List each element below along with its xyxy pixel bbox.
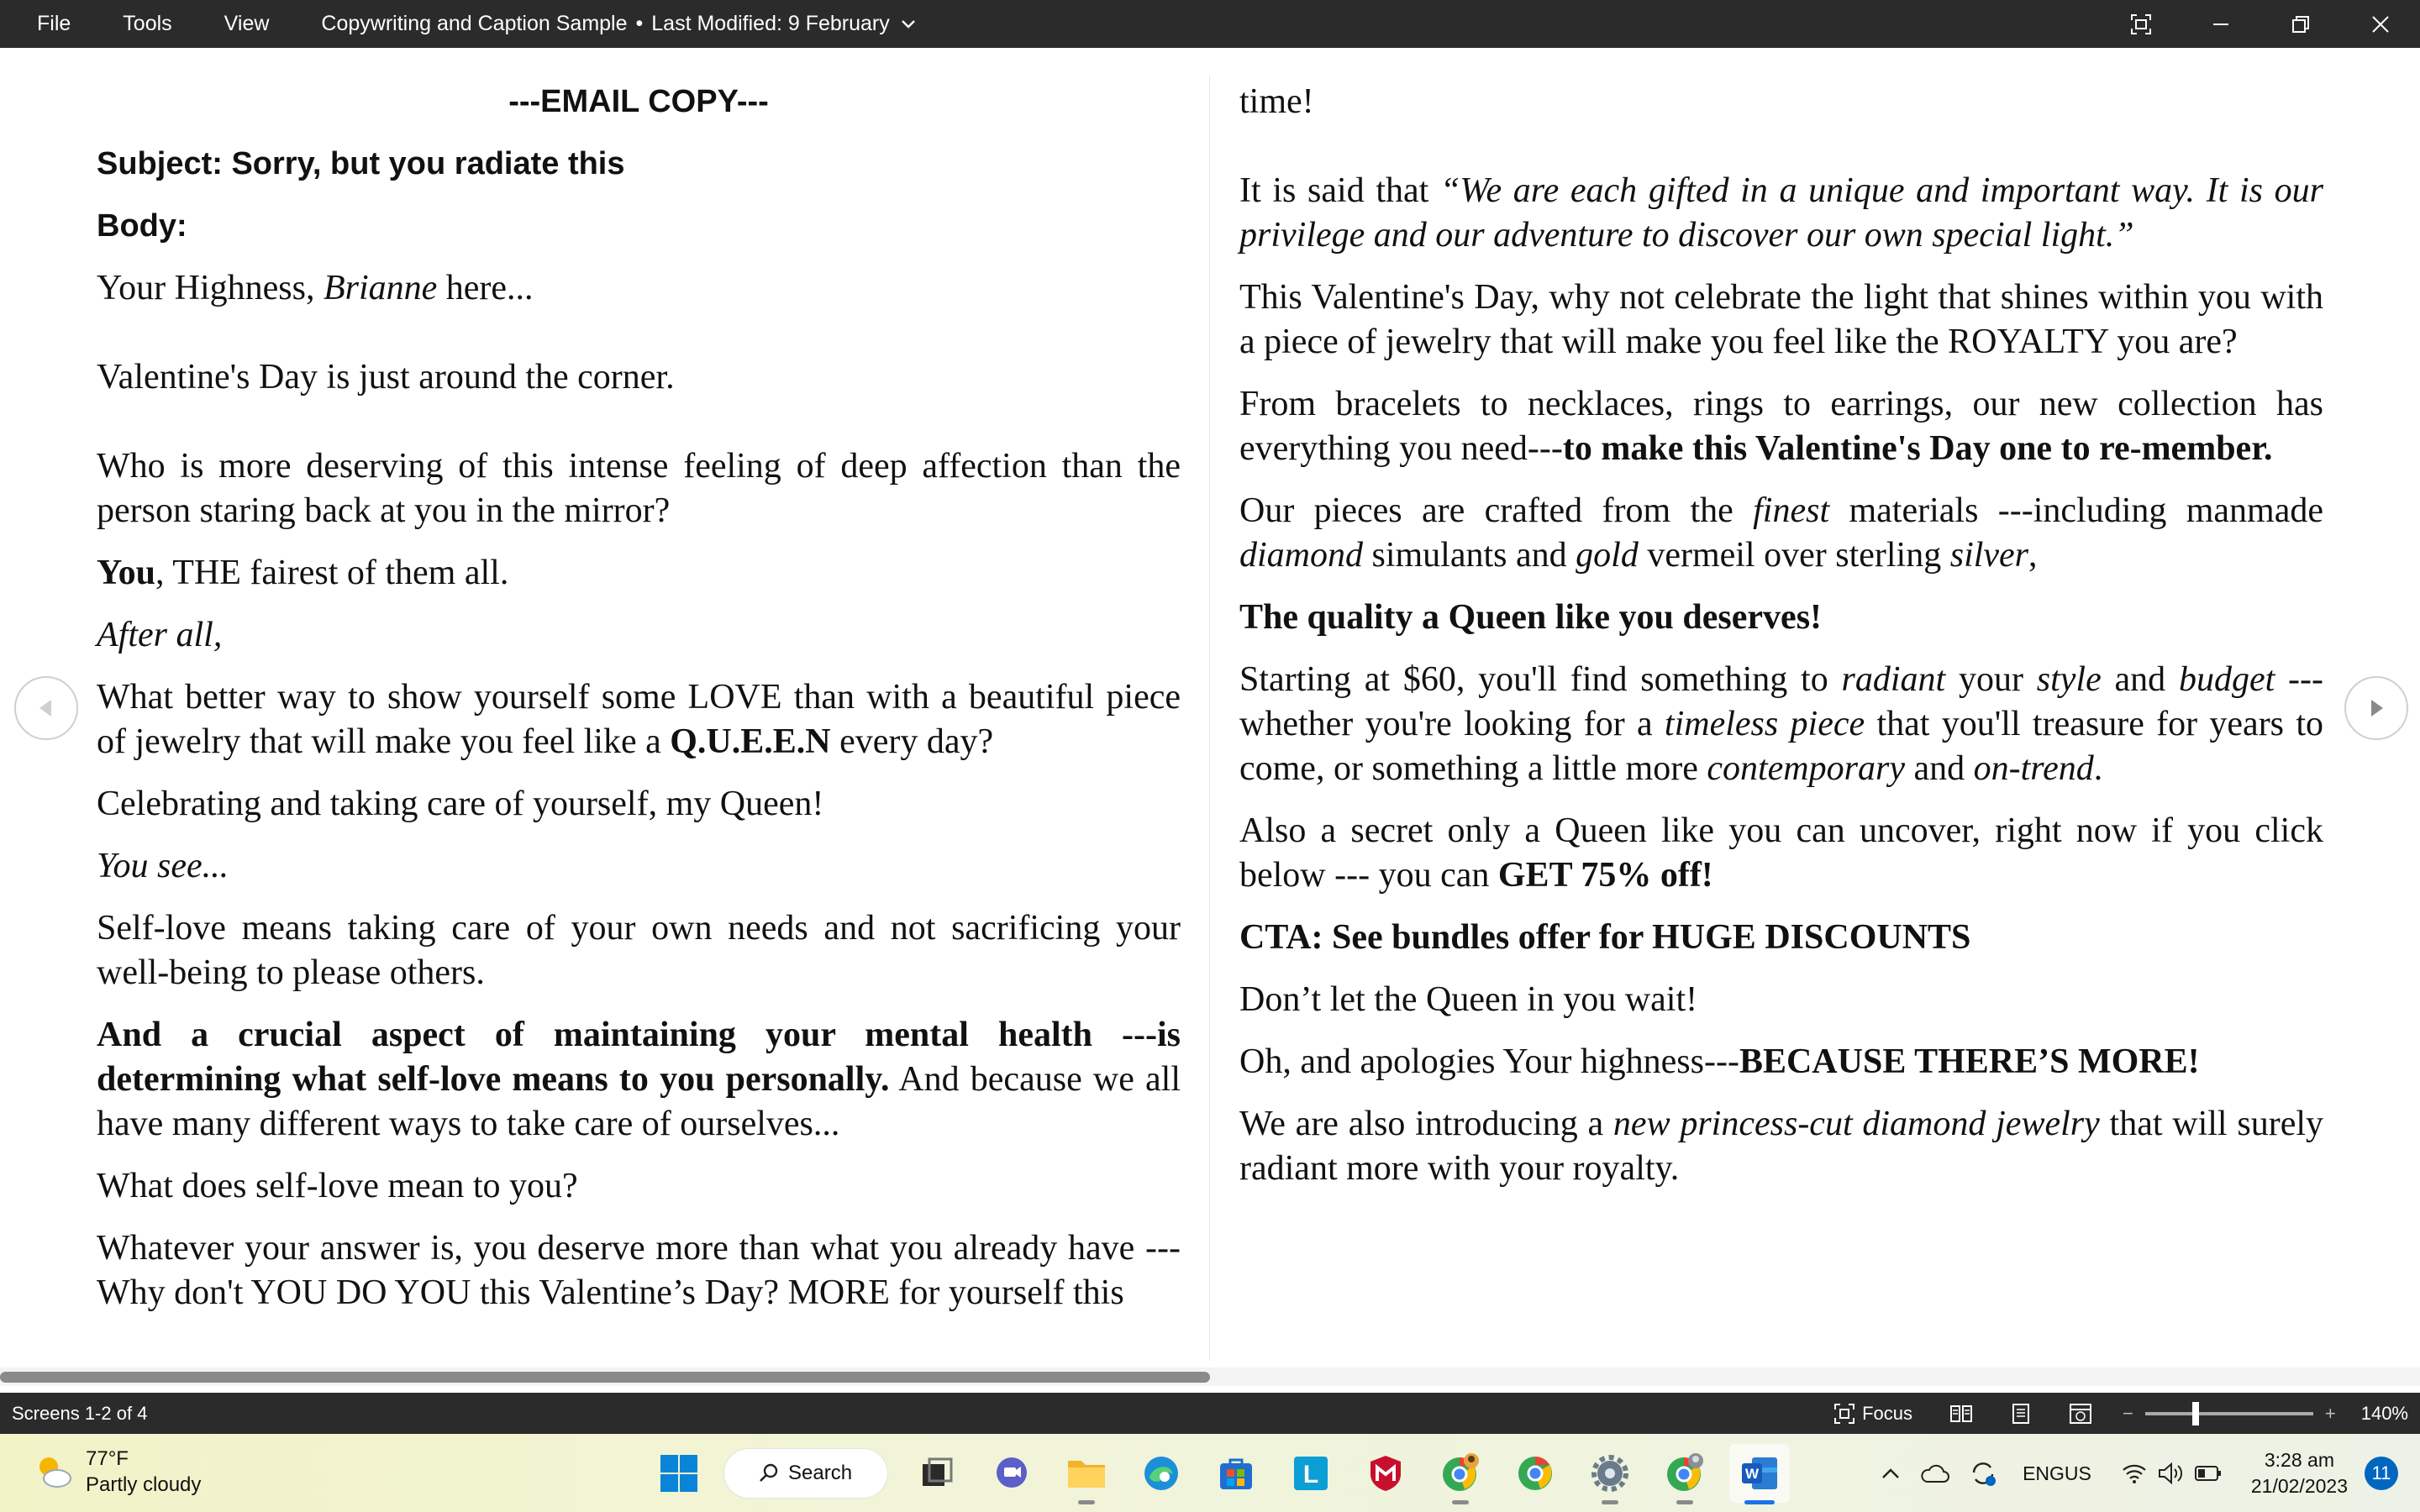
folder-icon [1066, 1456, 1107, 1491]
scrollbar-thumb[interactable] [0, 1372, 1210, 1383]
volume-button[interactable] [2157, 1462, 2184, 1485]
zoom-in-button[interactable]: + [2324, 1402, 2336, 1424]
paragraph-what-better: What better way to show yourself some LOVE than with a beautiful piece of jewelry that will make you feel like a Q.U.E.E.N every day? [97, 678, 1181, 761]
focus-icon [1833, 1403, 1855, 1425]
read-mode-button[interactable] [1949, 1404, 1973, 1424]
fullscreen-icon [2130, 13, 2152, 35]
paragraph-this-valentine: This Valentine's Day, why not celebrate the light that shines within you with a piece of jewelry that will make you feel like the ROYALTY you are? [1239, 278, 2323, 361]
wifi-icon [2122, 1462, 2147, 1484]
settings-button[interactable] [1580, 1444, 1640, 1503]
paragraph-time: time! [1239, 82, 1314, 121]
battery-button[interactable] [2194, 1464, 2223, 1483]
start-button[interactable] [649, 1444, 709, 1503]
clock-time: 3:28 am [2264, 1449, 2334, 1471]
svg-text:W: W [1744, 1466, 1760, 1482]
paragraph-you: You, THE fairest of them all. [97, 554, 509, 592]
status-bar-right [1810, 1393, 2408, 1434]
menu-tools[interactable]: Tools [123, 12, 172, 35]
last-modified: Last Modified: 9 February [651, 12, 890, 35]
system-tray [1861, 1444, 2398, 1503]
clock-date: 21/02/2023 [2250, 1475, 2348, 1497]
sync-button[interactable] [1969, 1459, 1997, 1488]
cloud-icon [1920, 1463, 1950, 1483]
focus-button[interactable] [1833, 1403, 1912, 1425]
email-subject: Subject: Sorry, but you radiate this [97, 146, 625, 181]
chrome-button[interactable] [1505, 1444, 1565, 1503]
paragraph-question: What does self-love mean to you? [97, 1167, 578, 1205]
microsoft-store-button[interactable] [1206, 1444, 1266, 1503]
paragraph-valentine: Valentine's Day is just around the corner. [97, 358, 675, 396]
previous-screen-button[interactable] [14, 676, 78, 740]
weather-widget[interactable] [32, 1446, 201, 1498]
menu-bar [37, 12, 321, 36]
print-layout-button[interactable] [2012, 1403, 2030, 1425]
paragraph-starting: Starting at $60, you'll find something to radiant your style and budget ---whether you're looking for a timeless piece that you'll treasure for years to come, or something a little more contemporary and on-trend. [1239, 660, 2323, 788]
zoom-level[interactable]: 140% [2360, 1402, 2408, 1424]
triangle-left-icon [34, 696, 59, 721]
paragraph-also-secret: Also a secret only a Queen like you can uncover, right now if you click below --- you can GET 75% off! [1239, 811, 2323, 895]
triangle-right-icon [2364, 696, 2389, 721]
sync-icon [1969, 1459, 1997, 1488]
taskbar-apps [649, 1444, 1804, 1503]
search-label: Search [788, 1462, 853, 1484]
chevron-up-icon [1880, 1465, 1902, 1482]
store-icon [1218, 1455, 1255, 1492]
mcafee-button[interactable] [1355, 1444, 1416, 1503]
close-button[interactable] [2340, 0, 2420, 48]
keyboard-region: US [2064, 1462, 2091, 1484]
paragraph-apologies: Oh, and apologies Your highness---BECAUSE THERE’S MORE! [1239, 1042, 2200, 1081]
chevron-down-icon [898, 14, 918, 34]
paragraph-from-bracelets: From bracelets to necklaces, rings to earrings, our new collection has everything you need---to make this Valentine's Day one to re-member. [1239, 385, 2323, 468]
focus-label: Focus [1862, 1402, 1912, 1424]
document-page-right [1239, 80, 2323, 1209]
horizontal-scrollbar[interactable] [0, 1368, 2420, 1386]
email-copy-heading: ---EMAIL COPY--- [508, 84, 769, 119]
screen-count: Screens 1-2 of 4 [12, 1402, 148, 1424]
weather-condition: Partly cloudy [86, 1473, 202, 1496]
taskbar [0, 1434, 2420, 1512]
paragraph-celebrating: Celebrating and taking care of yourself, my Queen! [97, 785, 824, 823]
menu-view[interactable]: View [224, 12, 270, 35]
immersive-reader-button[interactable] [2101, 0, 2181, 48]
clock[interactable] [2251, 1447, 2348, 1499]
paragraph-crucial: And a crucial aspect of maintaining your mental health ---is determining what self-love means to you personally. And because we all have many different ways to take care of ourselves... [97, 1016, 1181, 1143]
paragraph-greeting: Your Highness, Brianne here... [97, 269, 534, 307]
print-layout-icon [2012, 1403, 2030, 1425]
minimize-button[interactable] [2181, 0, 2260, 48]
search-icon [758, 1462, 780, 1484]
web-layout-icon [2069, 1403, 2092, 1425]
window-controls [2101, 0, 2420, 48]
windows-start-icon [660, 1454, 698, 1493]
chrome-profile2-icon [1664, 1452, 1706, 1494]
speaker-icon [2157, 1462, 2184, 1485]
language-indicator[interactable] [2023, 1461, 2091, 1486]
paragraph-after: After all, [97, 616, 223, 654]
status-bar [0, 1393, 2420, 1434]
title-bar [0, 0, 2420, 48]
network-button[interactable] [2122, 1462, 2147, 1484]
teams-chat-button[interactable] [981, 1444, 1042, 1503]
paragraph-you-see: You see... [97, 847, 229, 885]
notification-badge[interactable]: 11 [2365, 1457, 2398, 1490]
mcafee-shield-icon [1367, 1454, 1404, 1493]
task-view-icon [919, 1456, 955, 1491]
body-label: Body: [97, 208, 187, 244]
paragraph-our-pieces: Our pieces are crafted from the finest materials ---including manmade diamond simulants and gold vermeil over sterling silver, [1239, 491, 2323, 575]
page-divider [1209, 76, 1210, 1361]
close-icon [2370, 14, 2391, 34]
chrome-profile2-button[interactable] [1655, 1444, 1715, 1503]
word-icon [1740, 1454, 1779, 1493]
chrome-profile-button[interactable] [1430, 1444, 1491, 1503]
edge-button[interactable] [1131, 1444, 1192, 1503]
paragraph-self-love: Self-love means taking care of your own needs and not sacrificing your well-being to please others. [97, 909, 1181, 992]
document-page-left [97, 80, 1181, 1333]
teams-chat-icon [992, 1454, 1031, 1493]
paragraph-who: Who is more deserving of this intense feeling of deep affection than the person staring back at you in the mirror? [97, 447, 1181, 530]
l-app-button[interactable] [1281, 1444, 1341, 1503]
document-title-button[interactable] [321, 12, 918, 36]
restore-icon [2291, 14, 2311, 34]
paragraph-whatever: Whatever your answer is, you deserve more than what you already have ---Why don't YOU DO YOU this Valentine’s Day? MORE for yourself this [97, 1229, 1181, 1312]
l-app-icon [1292, 1455, 1329, 1492]
svg-text:L: L [1302, 1461, 1319, 1488]
menu-file[interactable]: File [37, 12, 71, 35]
web-layout-button[interactable] [2069, 1403, 2092, 1425]
task-view-button[interactable] [907, 1444, 967, 1503]
show-hidden-icons-button[interactable] [1880, 1465, 1902, 1482]
file-explorer-button[interactable] [1056, 1444, 1117, 1503]
next-screen-button[interactable] [2344, 676, 2408, 740]
language-code: ENG [2023, 1462, 2065, 1484]
read-mode-icon [1949, 1404, 1973, 1424]
paragraph-cta: CTA: See bundles offer for HUGE DISCOUNTS [1239, 918, 1971, 957]
partly-cloudy-icon [32, 1450, 76, 1494]
zoom-control [2123, 1403, 2408, 1425]
paragraph-dont-wait: Don’t let the Queen in you wait! [1239, 980, 1698, 1019]
word-button[interactable] [1729, 1444, 1790, 1503]
onedrive-button[interactable] [1920, 1463, 1950, 1483]
paragraph-introducing: We are also introducing a new princess-cut diamond jewelry that will surely radiant more with your royalty. [1239, 1105, 2324, 1188]
chrome-profile-icon [1439, 1452, 1481, 1494]
weather-temperature: 77°F [86, 1447, 129, 1470]
battery-icon [2194, 1464, 2223, 1483]
zoom-slider-thumb[interactable] [2192, 1402, 2199, 1425]
restore-button[interactable] [2260, 0, 2340, 48]
chrome-icon [1516, 1454, 1555, 1493]
zoom-out-button[interactable]: − [2123, 1402, 2133, 1424]
paragraph-quality: The quality a Queen like you deserves! [1239, 598, 1823, 637]
title-separator: • [635, 12, 644, 35]
paragraph-quote: It is said that “We are each gifted in a unique and important way. It is our privilege and our adventure to discover our own special light.” [1239, 171, 2323, 255]
zoom-slider[interactable] [2145, 1412, 2313, 1415]
taskbar-search[interactable] [723, 1448, 888, 1499]
edge-icon [1142, 1454, 1181, 1493]
minimize-icon [2211, 14, 2231, 34]
settings-gear-icon [1591, 1454, 1629, 1493]
document-title: Copywriting and Caption Sample [321, 12, 628, 35]
